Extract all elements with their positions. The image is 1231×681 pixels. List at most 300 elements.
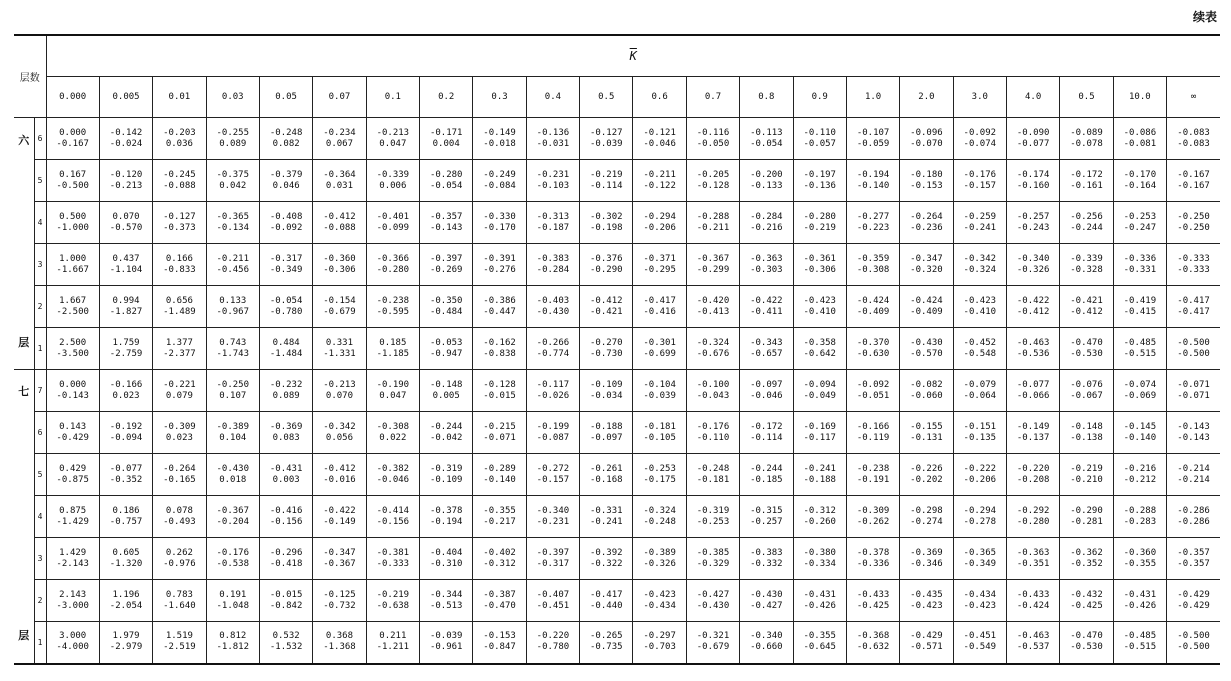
value-cell — [900, 286, 953, 328]
lower-value: -0.430 — [696, 600, 730, 611]
upper-value: -0.381 — [376, 547, 410, 558]
lower-value: -0.295 — [643, 264, 676, 275]
value-cell — [846, 580, 899, 622]
lower-value: -0.274 — [910, 516, 943, 527]
value-cell — [259, 244, 312, 286]
lower-value: -0.413 — [696, 306, 730, 317]
lower-value: -0.094 — [109, 432, 143, 443]
lower-value: -0.054 — [429, 180, 463, 191]
floor-number: 1 — [34, 622, 46, 664]
upper-value: -0.090 — [1016, 127, 1050, 138]
floor-number: 3 — [34, 244, 46, 286]
upper-value: -0.371 — [643, 253, 676, 264]
lower-value: -0.026 — [536, 390, 570, 401]
lower-value: -0.410 — [803, 306, 836, 317]
k-value-header: 0.8 — [740, 77, 793, 118]
upper-value: -0.383 — [536, 253, 570, 264]
value-cell — [313, 160, 366, 202]
upper-value: -0.397 — [536, 547, 570, 558]
value-cell — [740, 244, 793, 286]
value-cell — [473, 412, 526, 454]
upper-value: -0.382 — [376, 463, 410, 474]
value-cell — [473, 622, 526, 664]
lower-value: -0.088 — [323, 222, 356, 233]
value-cell — [846, 160, 899, 202]
lower-value: -0.247 — [1123, 222, 1157, 233]
upper-value: -0.104 — [643, 379, 676, 390]
table-row — [14, 412, 1220, 454]
value-cell — [1113, 118, 1166, 160]
lower-value: -0.046 — [376, 474, 410, 485]
upper-value: -0.392 — [590, 547, 623, 558]
lower-value: -0.409 — [910, 306, 943, 317]
value-cell — [420, 580, 473, 622]
value-cell — [1060, 538, 1113, 580]
value-cell — [580, 370, 633, 412]
lower-value: -0.326 — [643, 558, 676, 569]
lower-value: -0.278 — [963, 516, 997, 527]
lower-value: -0.409 — [856, 306, 890, 317]
lower-value: -0.211 — [696, 222, 730, 233]
lower-value: -0.156 — [376, 516, 410, 527]
value-cell — [953, 496, 1006, 538]
table-row — [14, 622, 1220, 664]
upper-value: -0.211 — [216, 253, 250, 264]
upper-value: -0.324 — [643, 505, 676, 516]
lower-value: -0.149 — [323, 516, 356, 527]
value-cell — [580, 328, 633, 370]
value-cell — [633, 538, 686, 580]
upper-value: 0.605 — [112, 547, 140, 558]
upper-value: -0.054 — [269, 295, 303, 306]
value-cell — [46, 160, 99, 202]
floor-number: 7 — [34, 370, 46, 412]
upper-value: 0.185 — [379, 337, 407, 348]
lower-value: -0.451 — [536, 600, 570, 611]
value-cell — [686, 538, 739, 580]
upper-value: 0.191 — [219, 589, 247, 600]
upper-value: -0.148 — [1070, 421, 1103, 432]
upper-value: -0.261 — [590, 463, 623, 474]
table-row — [14, 286, 1220, 328]
lower-value: -0.071 — [1177, 390, 1210, 401]
upper-value: -0.385 — [696, 547, 730, 558]
upper-value: -0.412 — [590, 295, 623, 306]
lower-value: -0.260 — [803, 516, 836, 527]
lower-value: -0.352 — [109, 474, 143, 485]
value-cell — [526, 160, 579, 202]
upper-value: -0.301 — [643, 337, 676, 348]
upper-value: -0.366 — [376, 253, 410, 264]
lower-value: -1.185 — [376, 348, 410, 359]
lower-value: 0.006 — [379, 180, 407, 191]
value-cell — [953, 286, 1006, 328]
value-cell — [366, 244, 419, 286]
lower-value: -0.284 — [536, 264, 570, 275]
upper-value: -0.143 — [1177, 421, 1210, 432]
lower-value: -0.250 — [1177, 222, 1210, 233]
lower-value: -0.310 — [429, 558, 463, 569]
upper-value: -0.359 — [856, 253, 890, 264]
upper-value: -0.417 — [1177, 295, 1210, 306]
lower-value: -0.537 — [1016, 642, 1050, 653]
upper-value: -0.407 — [536, 589, 570, 600]
upper-value: -0.463 — [1016, 631, 1050, 642]
lower-value: -0.595 — [376, 306, 410, 317]
value-cell — [1167, 370, 1221, 412]
upper-value: -0.368 — [856, 631, 890, 642]
value-cell — [1060, 244, 1113, 286]
value-cell — [846, 454, 899, 496]
value-cell — [580, 580, 633, 622]
upper-value: 0.078 — [165, 505, 193, 516]
value-cell — [99, 370, 152, 412]
k-value-header: 0.4 — [526, 77, 579, 118]
lower-value: 0.083 — [272, 432, 300, 443]
value-cell — [793, 538, 846, 580]
lower-value: -0.530 — [1070, 348, 1103, 359]
lower-value: -0.425 — [1070, 600, 1103, 611]
lower-value: -0.219 — [803, 222, 836, 233]
upper-value: -0.500 — [1177, 631, 1210, 642]
lower-value: 0.023 — [165, 432, 193, 443]
lower-value: -0.346 — [910, 558, 943, 569]
upper-value: -0.167 — [1177, 169, 1210, 180]
lower-value: -0.214 — [1177, 474, 1210, 485]
upper-value: -0.423 — [803, 295, 836, 306]
upper-value: -0.297 — [643, 631, 676, 642]
value-cell — [366, 622, 419, 664]
lower-value: -0.373 — [163, 222, 196, 233]
lower-value: 0.046 — [272, 180, 300, 191]
value-cell — [1006, 202, 1059, 244]
lower-value: -0.087 — [536, 432, 570, 443]
value-cell — [1113, 538, 1166, 580]
value-cell — [526, 538, 579, 580]
lower-value: -0.212 — [1123, 474, 1157, 485]
value-cell — [46, 496, 99, 538]
value-cell — [420, 286, 473, 328]
lower-value: -0.269 — [429, 264, 463, 275]
lower-value: -0.500 — [56, 180, 89, 191]
lower-value: -0.536 — [1016, 348, 1050, 359]
lower-value: 0.070 — [325, 390, 354, 401]
upper-value: 0.783 — [165, 589, 193, 600]
lower-value: -0.280 — [376, 264, 410, 275]
floor-number: 6 — [34, 118, 46, 160]
lower-value: -0.064 — [963, 390, 997, 401]
upper-value: -0.128 — [483, 379, 516, 390]
upper-value: -0.347 — [910, 253, 943, 264]
upper-value: -0.244 — [750, 463, 783, 474]
value-cell — [206, 538, 259, 580]
value-cell — [313, 370, 366, 412]
lower-value: -0.324 — [963, 264, 997, 275]
upper-value: -0.386 — [483, 295, 516, 306]
lower-value: -0.157 — [963, 180, 997, 191]
value-cell — [420, 496, 473, 538]
value-cell — [153, 496, 206, 538]
lower-value: -2.500 — [56, 306, 89, 317]
value-cell — [526, 202, 579, 244]
value-cell — [1113, 160, 1166, 202]
lower-value: -0.317 — [536, 558, 570, 569]
value-cell — [153, 622, 206, 664]
value-cell — [1060, 622, 1113, 664]
upper-value: -0.219 — [590, 169, 623, 180]
lower-value: -0.262 — [856, 516, 890, 527]
lower-value: -0.642 — [803, 348, 836, 359]
lower-value: -0.110 — [696, 432, 730, 443]
lower-value: -0.135 — [963, 432, 997, 443]
lower-value: -0.167 — [1177, 180, 1210, 191]
lower-value: -0.418 — [269, 558, 303, 569]
lower-value: -0.161 — [1070, 180, 1103, 191]
lower-value: -1.331 — [323, 348, 356, 359]
lower-value: -0.077 — [1016, 138, 1050, 149]
value-cell — [1167, 538, 1221, 580]
value-cell — [153, 454, 206, 496]
value-cell — [580, 454, 633, 496]
value-cell — [686, 244, 739, 286]
table-row — [14, 454, 1220, 496]
k-value-header: 0.6 — [633, 77, 686, 118]
upper-value: -0.363 — [1016, 547, 1050, 558]
upper-value: -0.375 — [216, 169, 250, 180]
value-cell — [206, 286, 259, 328]
value-cell — [420, 118, 473, 160]
upper-value: 0.331 — [325, 337, 354, 348]
lower-value: -0.143 — [1177, 432, 1210, 443]
lower-value: -0.334 — [803, 558, 836, 569]
value-cell — [846, 118, 899, 160]
upper-value: -0.092 — [963, 127, 997, 138]
lower-value: -0.780 — [269, 306, 303, 317]
value-cell — [580, 202, 633, 244]
value-cell — [206, 454, 259, 496]
value-cell — [420, 412, 473, 454]
upper-value: -0.435 — [910, 589, 943, 600]
lower-value: -0.281 — [1070, 516, 1103, 527]
lower-value: -0.306 — [323, 264, 356, 275]
upper-value: -0.427 — [696, 589, 730, 600]
upper-value: -0.253 — [1123, 211, 1157, 222]
value-cell — [259, 412, 312, 454]
upper-value: -0.331 — [590, 505, 623, 516]
lower-value: -0.306 — [803, 264, 836, 275]
value-cell — [900, 412, 953, 454]
lower-value: -0.328 — [1070, 264, 1103, 275]
lower-value: -0.018 — [483, 138, 516, 149]
value-cell — [1167, 580, 1221, 622]
value-cell — [420, 244, 473, 286]
upper-value: -0.149 — [1016, 421, 1050, 432]
lower-value: -0.322 — [590, 558, 623, 569]
value-cell — [473, 370, 526, 412]
value-cell — [46, 580, 99, 622]
value-cell — [1006, 622, 1059, 664]
upper-value: 0.000 — [59, 127, 87, 138]
upper-value: -0.358 — [803, 337, 836, 348]
lower-value: -0.054 — [750, 138, 783, 149]
upper-value: -0.431 — [269, 463, 303, 474]
layer-group-label — [14, 370, 34, 664]
value-cell — [633, 454, 686, 496]
lower-value: -0.410 — [963, 306, 997, 317]
lower-value: -0.071 — [483, 432, 516, 443]
value-cell — [793, 580, 846, 622]
upper-value: 0.743 — [219, 337, 247, 348]
k-value-header: 0.7 — [686, 77, 739, 118]
lower-value: -0.236 — [910, 222, 943, 233]
lower-value: 0.082 — [272, 138, 300, 149]
value-cell — [206, 202, 259, 244]
upper-value: -0.342 — [963, 253, 997, 264]
upper-value: -0.429 — [1177, 589, 1210, 600]
upper-value: -0.308 — [376, 421, 410, 432]
value-cell — [846, 202, 899, 244]
lower-value: -0.081 — [1123, 138, 1157, 149]
lower-value: -0.070 — [910, 138, 943, 149]
lower-value: -0.241 — [963, 222, 997, 233]
upper-value: -0.162 — [483, 337, 516, 348]
upper-value: -0.364 — [323, 169, 356, 180]
value-cell — [99, 286, 152, 328]
upper-value: -0.404 — [429, 547, 463, 558]
lower-value: -0.248 — [643, 516, 676, 527]
value-cell — [206, 244, 259, 286]
upper-value: -0.172 — [750, 421, 783, 432]
upper-value: -0.367 — [216, 505, 250, 516]
upper-value: -0.290 — [1070, 505, 1103, 516]
value-cell — [46, 244, 99, 286]
upper-value: -0.272 — [536, 463, 570, 474]
upper-value: -0.430 — [910, 337, 943, 348]
lower-value: -1.827 — [109, 306, 143, 317]
lower-value: -0.088 — [163, 180, 196, 191]
value-cell — [313, 622, 366, 664]
upper-value: -0.401 — [376, 211, 410, 222]
value-cell — [793, 496, 846, 538]
value-cell — [366, 286, 419, 328]
lower-value: -0.308 — [856, 264, 890, 275]
upper-value: -0.292 — [1016, 505, 1050, 516]
floor-number: 1 — [34, 328, 46, 370]
upper-value: -0.423 — [643, 589, 676, 600]
value-cell — [953, 328, 1006, 370]
lower-value: -0.427 — [750, 600, 783, 611]
upper-value: 0.656 — [165, 295, 193, 306]
lower-value: -0.333 — [1177, 264, 1210, 275]
upper-value: -0.289 — [483, 463, 516, 474]
upper-value: -0.421 — [1070, 295, 1103, 306]
upper-value: -0.369 — [269, 421, 303, 432]
upper-value: -0.294 — [963, 505, 997, 516]
lower-value: 0.104 — [219, 432, 247, 443]
lower-value: 0.031 — [325, 180, 354, 191]
upper-value: -0.015 — [269, 589, 303, 600]
lower-value: -0.206 — [963, 474, 997, 485]
value-cell — [473, 118, 526, 160]
upper-value: -0.151 — [963, 421, 997, 432]
upper-value: -0.391 — [483, 253, 516, 264]
value-cell — [846, 370, 899, 412]
upper-value: -0.343 — [750, 337, 783, 348]
value-cell — [46, 202, 99, 244]
upper-value: -0.234 — [323, 127, 356, 138]
lower-value: -0.046 — [643, 138, 676, 149]
lower-value: -4.000 — [56, 642, 89, 653]
k-value-header: 0.000 — [46, 77, 99, 118]
value-cell — [420, 202, 473, 244]
lower-value: -0.349 — [963, 558, 997, 569]
upper-value: -0.277 — [856, 211, 890, 222]
lower-value: -0.548 — [963, 348, 997, 359]
value-cell — [420, 328, 473, 370]
lower-value: -0.187 — [536, 222, 570, 233]
upper-value: -0.153 — [483, 631, 516, 642]
lower-value: -0.329 — [696, 558, 730, 569]
value-cell — [580, 160, 633, 202]
lower-value: 0.022 — [379, 432, 407, 443]
lower-value: -0.097 — [590, 432, 623, 443]
upper-value: -0.215 — [483, 421, 516, 432]
lower-value: -1.320 — [109, 558, 143, 569]
upper-value: -0.155 — [910, 421, 943, 432]
lower-value: -0.774 — [536, 348, 570, 359]
upper-value: -0.176 — [696, 421, 730, 432]
table-row — [14, 538, 1220, 580]
upper-value: -0.321 — [696, 631, 730, 642]
lower-value: -0.034 — [590, 390, 623, 401]
value-cell — [793, 622, 846, 664]
value-cell — [740, 370, 793, 412]
upper-value: 1.377 — [165, 337, 193, 348]
value-cell — [846, 328, 899, 370]
value-cell — [526, 454, 579, 496]
upper-value: -0.389 — [216, 421, 250, 432]
value-cell — [793, 328, 846, 370]
lower-value: -0.164 — [1123, 180, 1157, 191]
upper-value: -0.389 — [643, 547, 676, 558]
value-cell — [953, 454, 1006, 496]
upper-value: -0.203 — [163, 127, 196, 138]
value-cell — [526, 496, 579, 538]
k-value-header: 4.0 — [1006, 77, 1059, 118]
value-cell — [420, 622, 473, 664]
upper-value: -0.365 — [963, 547, 997, 558]
upper-value: 1.759 — [112, 337, 140, 348]
upper-value: -0.219 — [376, 589, 410, 600]
lower-value: -0.188 — [803, 474, 836, 485]
k-value-header: 0.03 — [206, 77, 259, 118]
upper-value: -0.378 — [429, 505, 463, 516]
lower-value: -0.333 — [376, 558, 410, 569]
value-cell — [1167, 160, 1221, 202]
value-cell — [313, 118, 366, 160]
upper-value: -0.370 — [856, 337, 890, 348]
lower-value: 0.004 — [432, 138, 460, 149]
lower-value: -0.060 — [910, 390, 943, 401]
lower-value: -0.143 — [429, 222, 463, 233]
lower-value: -0.078 — [1070, 138, 1103, 149]
value-cell — [953, 118, 1006, 160]
lower-value: -2.759 — [109, 348, 143, 359]
value-cell — [686, 580, 739, 622]
value-cell — [420, 538, 473, 580]
lower-value: -0.676 — [696, 348, 730, 359]
lower-value: -2.979 — [109, 642, 143, 653]
